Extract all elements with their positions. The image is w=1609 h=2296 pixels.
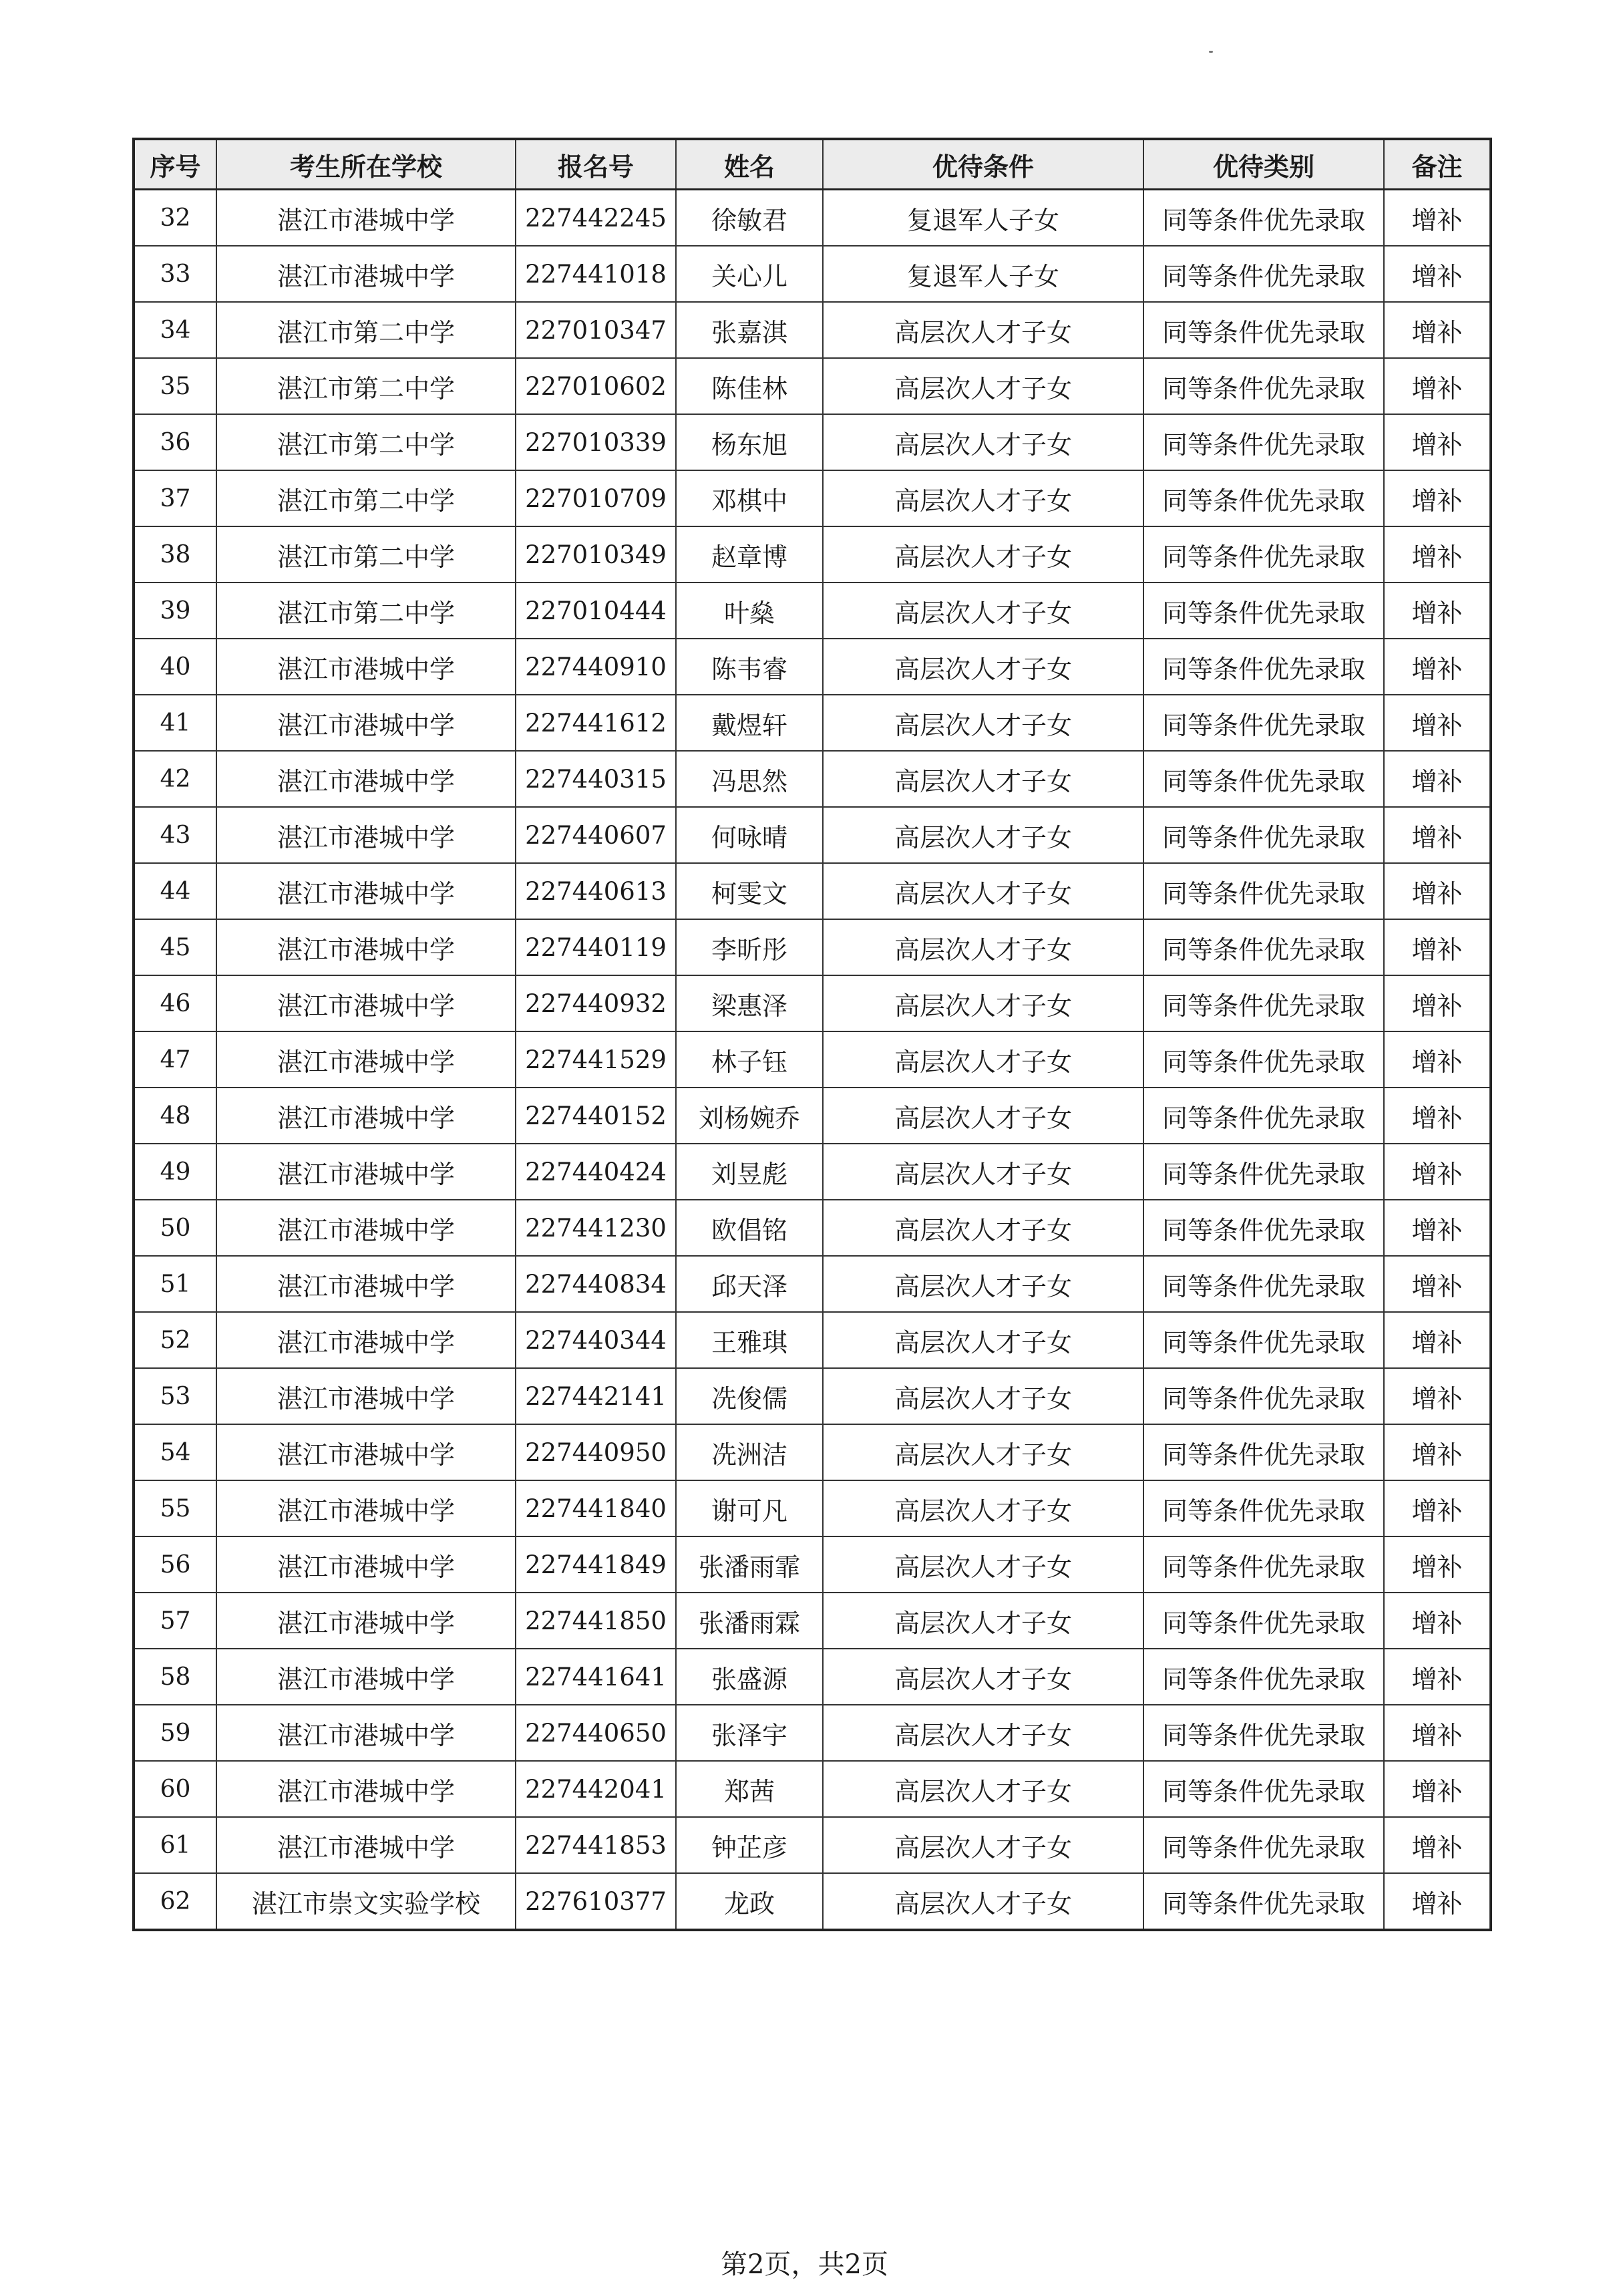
header-school: 考生所在学校 [216, 139, 516, 190]
cell-remark: 增补 [1384, 1593, 1491, 1649]
cell-remark: 增补 [1384, 1368, 1491, 1424]
table-row [134, 1144, 1491, 1200]
cell-school: 湛江市第二中学 [216, 358, 516, 414]
cell-remark: 增补 [1384, 1761, 1491, 1817]
cell-name: 王雅琪 [676, 1312, 823, 1368]
table-row [134, 358, 1491, 414]
table-row [134, 1424, 1491, 1480]
table-row [134, 639, 1491, 695]
cell-serial: 54 [134, 1424, 216, 1480]
cell-preference-condition: 高层次人才子女 [823, 1424, 1143, 1480]
cell-registration-number: 227440650 [516, 1705, 676, 1761]
cell-school: 湛江市港城中学 [216, 1424, 516, 1480]
cell-registration-number: 227440910 [516, 639, 676, 695]
cell-school: 湛江市港城中学 [216, 1200, 516, 1256]
cell-preference-condition: 高层次人才子女 [823, 302, 1143, 358]
cell-preference-condition: 高层次人才子女 [823, 639, 1143, 695]
cell-remark: 增补 [1384, 1873, 1491, 1930]
cell-preference-condition: 高层次人才子女 [823, 1873, 1143, 1930]
cell-preference-category: 同等条件优先录取 [1143, 1031, 1384, 1088]
scan-speck [1209, 51, 1213, 53]
cell-preference-condition: 高层次人才子女 [823, 1312, 1143, 1368]
cell-preference-category: 同等条件优先录取 [1143, 1480, 1384, 1536]
cell-name: 冼俊儒 [676, 1368, 823, 1424]
cell-name: 杨东旭 [676, 414, 823, 470]
cell-school: 湛江市港城中学 [216, 1817, 516, 1873]
cell-name: 陈佳林 [676, 358, 823, 414]
cell-registration-number: 227441612 [516, 695, 676, 751]
cell-preference-category: 同等条件优先录取 [1143, 526, 1384, 583]
cell-serial: 41 [134, 695, 216, 751]
cell-preference-condition: 高层次人才子女 [823, 1705, 1143, 1761]
cell-name: 欧倡铭 [676, 1200, 823, 1256]
roster-table [132, 138, 1492, 1931]
cell-preference-condition: 高层次人才子女 [823, 1536, 1143, 1593]
header-name: 姓名 [676, 139, 823, 190]
cell-preference-category: 同等条件优先录取 [1143, 246, 1384, 302]
cell-preference-condition: 高层次人才子女 [823, 1649, 1143, 1705]
cell-school: 湛江市港城中学 [216, 975, 516, 1031]
cell-preference-condition: 高层次人才子女 [823, 1593, 1143, 1649]
cell-name: 张盛源 [676, 1649, 823, 1705]
cell-registration-number: 227441230 [516, 1200, 676, 1256]
cell-preference-category: 同等条件优先录取 [1143, 1256, 1384, 1312]
cell-preference-condition: 复退军人子女 [823, 246, 1143, 302]
cell-preference-category: 同等条件优先录取 [1143, 1705, 1384, 1761]
cell-preference-condition: 高层次人才子女 [823, 1200, 1143, 1256]
cell-registration-number: 227440424 [516, 1144, 676, 1200]
cell-remark: 增补 [1384, 1705, 1491, 1761]
cell-school: 湛江市港城中学 [216, 1144, 516, 1200]
cell-name: 戴煜轩 [676, 695, 823, 751]
cell-remark: 增补 [1384, 1031, 1491, 1088]
cell-preference-condition: 高层次人才子女 [823, 526, 1143, 583]
cell-preference-category: 同等条件优先录取 [1143, 1649, 1384, 1705]
cell-serial: 60 [134, 1761, 216, 1817]
cell-preference-category: 同等条件优先录取 [1143, 1368, 1384, 1424]
cell-school: 湛江市港城中学 [216, 1705, 516, 1761]
cell-registration-number: 227441018 [516, 246, 676, 302]
cell-preference-condition: 高层次人才子女 [823, 695, 1143, 751]
cell-school: 湛江市港城中学 [216, 1088, 516, 1144]
cell-remark: 增补 [1384, 919, 1491, 975]
cell-remark: 增补 [1384, 302, 1491, 358]
cell-preference-condition: 高层次人才子女 [823, 414, 1143, 470]
cell-preference-category: 同等条件优先录取 [1143, 1873, 1384, 1930]
table-row [134, 302, 1491, 358]
table-row [134, 414, 1491, 470]
cell-preference-condition: 高层次人才子女 [823, 863, 1143, 919]
cell-serial: 40 [134, 639, 216, 695]
table-row [134, 1200, 1491, 1256]
cell-name: 张嘉淇 [676, 302, 823, 358]
cell-preference-category: 同等条件优先录取 [1143, 1817, 1384, 1873]
cell-preference-category: 同等条件优先录取 [1143, 807, 1384, 863]
cell-preference-category: 同等条件优先录取 [1143, 1593, 1384, 1649]
table-row [134, 470, 1491, 526]
cell-remark: 增补 [1384, 583, 1491, 639]
cell-name: 李昕彤 [676, 919, 823, 975]
cell-remark: 增补 [1384, 414, 1491, 470]
cell-registration-number: 227440834 [516, 1256, 676, 1312]
table-row [134, 1649, 1491, 1705]
cell-remark: 增补 [1384, 1144, 1491, 1200]
cell-school: 湛江市第二中学 [216, 470, 516, 526]
cell-serial: 59 [134, 1705, 216, 1761]
cell-remark: 增补 [1384, 1312, 1491, 1368]
cell-registration-number: 227441641 [516, 1649, 676, 1705]
cell-school: 湛江市港城中学 [216, 246, 516, 302]
table-row [134, 1312, 1491, 1368]
cell-preference-category: 同等条件优先录取 [1143, 414, 1384, 470]
cell-preference-category: 同等条件优先录取 [1143, 1200, 1384, 1256]
cell-preference-condition: 高层次人才子女 [823, 358, 1143, 414]
table-row [134, 190, 1491, 247]
cell-remark: 增补 [1384, 1649, 1491, 1705]
cell-preference-condition: 高层次人才子女 [823, 1761, 1143, 1817]
cell-remark: 增补 [1384, 1424, 1491, 1480]
table-row [134, 695, 1491, 751]
cell-registration-number: 227440613 [516, 863, 676, 919]
cell-name: 何咏晴 [676, 807, 823, 863]
cell-preference-condition: 高层次人才子女 [823, 1368, 1143, 1424]
cell-registration-number: 227440932 [516, 975, 676, 1031]
cell-serial: 32 [134, 190, 216, 247]
cell-school: 湛江市港城中学 [216, 695, 516, 751]
cell-registration-number: 227010444 [516, 583, 676, 639]
cell-preference-category: 同等条件优先录取 [1143, 583, 1384, 639]
cell-remark: 增补 [1384, 1480, 1491, 1536]
cell-preference-category: 同等条件优先录取 [1143, 1761, 1384, 1817]
cell-preference-category: 同等条件优先录取 [1143, 1144, 1384, 1200]
table-row [134, 1480, 1491, 1536]
cell-preference-category: 同等条件优先录取 [1143, 358, 1384, 414]
cell-remark: 增补 [1384, 695, 1491, 751]
cell-registration-number: 227442245 [516, 190, 676, 247]
cell-preference-category: 同等条件优先录取 [1143, 190, 1384, 247]
cell-name: 刘昱彪 [676, 1144, 823, 1200]
cell-preference-category: 同等条件优先录取 [1143, 751, 1384, 807]
cell-serial: 55 [134, 1480, 216, 1536]
cell-serial: 42 [134, 751, 216, 807]
table-row [134, 1593, 1491, 1649]
table-row [134, 1705, 1491, 1761]
table-row [134, 583, 1491, 639]
cell-remark: 增补 [1384, 358, 1491, 414]
cell-registration-number: 227441529 [516, 1031, 676, 1088]
table-row [134, 1873, 1491, 1930]
cell-school: 湛江市第二中学 [216, 302, 516, 358]
cell-school: 湛江市港城中学 [216, 190, 516, 247]
cell-remark: 增补 [1384, 470, 1491, 526]
cell-serial: 61 [134, 1817, 216, 1873]
table-row [134, 1088, 1491, 1144]
cell-registration-number: 227441850 [516, 1593, 676, 1649]
cell-school: 湛江市崇文实验学校 [216, 1873, 516, 1930]
table-row [134, 1761, 1491, 1817]
cell-remark: 增补 [1384, 1256, 1491, 1312]
cell-serial: 39 [134, 583, 216, 639]
cell-school: 湛江市港城中学 [216, 1649, 516, 1705]
cell-name: 赵章博 [676, 526, 823, 583]
cell-registration-number: 227010347 [516, 302, 676, 358]
cell-preference-condition: 高层次人才子女 [823, 583, 1143, 639]
cell-preference-category: 同等条件优先录取 [1143, 302, 1384, 358]
cell-serial: 46 [134, 975, 216, 1031]
cell-registration-number: 227010602 [516, 358, 676, 414]
cell-registration-number: 227440152 [516, 1088, 676, 1144]
table-row [134, 751, 1491, 807]
cell-serial: 33 [134, 246, 216, 302]
cell-name: 徐敏君 [676, 190, 823, 247]
cell-school: 湛江市港城中学 [216, 1593, 516, 1649]
cell-remark: 增补 [1384, 246, 1491, 302]
table-row [134, 919, 1491, 975]
table-body [134, 190, 1491, 1931]
cell-serial: 47 [134, 1031, 216, 1088]
table-row [134, 526, 1491, 583]
cell-preference-category: 同等条件优先录取 [1143, 639, 1384, 695]
cell-registration-number: 227440344 [516, 1312, 676, 1368]
table-header-row [134, 139, 1491, 190]
cell-serial: 49 [134, 1144, 216, 1200]
cell-serial: 36 [134, 414, 216, 470]
cell-preference-condition: 高层次人才子女 [823, 470, 1143, 526]
cell-remark: 增补 [1384, 190, 1491, 247]
cell-school: 湛江市港城中学 [216, 1312, 516, 1368]
cell-school: 湛江市港城中学 [216, 1368, 516, 1424]
header-registration-number: 报名号 [516, 139, 676, 190]
cell-preference-condition: 高层次人才子女 [823, 751, 1143, 807]
cell-name: 叶燊 [676, 583, 823, 639]
cell-remark: 增补 [1384, 1817, 1491, 1873]
cell-preference-category: 同等条件优先录取 [1143, 1088, 1384, 1144]
cell-serial: 37 [134, 470, 216, 526]
cell-name: 冼洲洁 [676, 1424, 823, 1480]
table-row [134, 1256, 1491, 1312]
cell-preference-category: 同等条件优先录取 [1143, 863, 1384, 919]
cell-registration-number: 227610377 [516, 1873, 676, 1930]
cell-name: 张潘雨霏 [676, 1536, 823, 1593]
cell-school: 湛江市港城中学 [216, 1536, 516, 1593]
table-row [134, 807, 1491, 863]
cell-registration-number: 227441849 [516, 1536, 676, 1593]
cell-registration-number: 227440950 [516, 1424, 676, 1480]
cell-preference-condition: 高层次人才子女 [823, 1480, 1143, 1536]
cell-name: 邱天泽 [676, 1256, 823, 1312]
cell-serial: 45 [134, 919, 216, 975]
cell-preference-condition: 高层次人才子女 [823, 975, 1143, 1031]
cell-serial: 34 [134, 302, 216, 358]
cell-school: 湛江市港城中学 [216, 639, 516, 695]
cell-school: 湛江市第二中学 [216, 414, 516, 470]
cell-remark: 增补 [1384, 807, 1491, 863]
cell-registration-number: 227440607 [516, 807, 676, 863]
cell-preference-condition: 高层次人才子女 [823, 919, 1143, 975]
cell-preference-category: 同等条件优先录取 [1143, 1424, 1384, 1480]
cell-registration-number: 227010349 [516, 526, 676, 583]
cell-school: 湛江市港城中学 [216, 807, 516, 863]
cell-remark: 增补 [1384, 1536, 1491, 1593]
cell-name: 柯雯文 [676, 863, 823, 919]
cell-preference-condition: 高层次人才子女 [823, 1088, 1143, 1144]
cell-registration-number: 227442041 [516, 1761, 676, 1817]
cell-name: 刘杨婉乔 [676, 1088, 823, 1144]
cell-name: 张泽宇 [676, 1705, 823, 1761]
cell-registration-number: 227442141 [516, 1368, 676, 1424]
table-row [134, 1817, 1491, 1873]
cell-school: 湛江市港城中学 [216, 751, 516, 807]
cell-preference-category: 同等条件优先录取 [1143, 470, 1384, 526]
cell-preference-condition: 复退军人子女 [823, 190, 1143, 247]
cell-registration-number: 227440119 [516, 919, 676, 975]
cell-name: 郑茜 [676, 1761, 823, 1817]
table-row [134, 1368, 1491, 1424]
cell-serial: 38 [134, 526, 216, 583]
cell-serial: 51 [134, 1256, 216, 1312]
cell-name: 谢可凡 [676, 1480, 823, 1536]
header-serial: 序号 [134, 139, 216, 190]
cell-school: 湛江市第二中学 [216, 526, 516, 583]
cell-name: 龙政 [676, 1873, 823, 1930]
cell-preference-condition: 高层次人才子女 [823, 807, 1143, 863]
cell-remark: 增补 [1384, 975, 1491, 1031]
cell-serial: 62 [134, 1873, 216, 1930]
cell-serial: 58 [134, 1649, 216, 1705]
cell-serial: 35 [134, 358, 216, 414]
cell-school: 湛江市港城中学 [216, 1031, 516, 1088]
cell-name: 关心儿 [676, 246, 823, 302]
cell-serial: 56 [134, 1536, 216, 1593]
cell-serial: 50 [134, 1200, 216, 1256]
cell-registration-number: 227441840 [516, 1480, 676, 1536]
cell-name: 冯思然 [676, 751, 823, 807]
cell-school: 湛江市港城中学 [216, 1256, 516, 1312]
cell-name: 钟芷彦 [676, 1817, 823, 1873]
page-number: 第2页，共2页 [721, 2249, 888, 2280]
cell-preference-category: 同等条件优先录取 [1143, 1536, 1384, 1593]
cell-school: 湛江市港城中学 [216, 1480, 516, 1536]
cell-serial: 48 [134, 1088, 216, 1144]
table-row [134, 1031, 1491, 1088]
cell-school: 湛江市港城中学 [216, 919, 516, 975]
cell-serial: 52 [134, 1312, 216, 1368]
cell-preference-category: 同等条件优先录取 [1143, 695, 1384, 751]
table-row [134, 1536, 1491, 1593]
cell-registration-number: 227440315 [516, 751, 676, 807]
cell-preference-condition: 高层次人才子女 [823, 1031, 1143, 1088]
cell-serial: 57 [134, 1593, 216, 1649]
cell-serial: 44 [134, 863, 216, 919]
cell-preference-category: 同等条件优先录取 [1143, 1312, 1384, 1368]
cell-preference-category: 同等条件优先录取 [1143, 975, 1384, 1031]
cell-remark: 增补 [1384, 1200, 1491, 1256]
table-row [134, 246, 1491, 302]
header-preference-condition: 优待条件 [823, 139, 1143, 190]
header-preference-category: 优待类别 [1143, 139, 1384, 190]
cell-remark: 增补 [1384, 1088, 1491, 1144]
cell-name: 邓棋中 [676, 470, 823, 526]
cell-preference-category: 同等条件优先录取 [1143, 919, 1384, 975]
cell-remark: 增补 [1384, 751, 1491, 807]
cell-name: 陈韦睿 [676, 639, 823, 695]
cell-serial: 53 [134, 1368, 216, 1424]
cell-name: 林子钰 [676, 1031, 823, 1088]
cell-name: 张潘雨霖 [676, 1593, 823, 1649]
table-row [134, 863, 1491, 919]
cell-remark: 增补 [1384, 526, 1491, 583]
cell-preference-condition: 高层次人才子女 [823, 1256, 1143, 1312]
cell-registration-number: 227010339 [516, 414, 676, 470]
cell-preference-condition: 高层次人才子女 [823, 1144, 1143, 1200]
cell-school: 湛江市第二中学 [216, 583, 516, 639]
cell-registration-number: 227010709 [516, 470, 676, 526]
cell-name: 梁惠泽 [676, 975, 823, 1031]
cell-school: 湛江市港城中学 [216, 863, 516, 919]
table-row [134, 975, 1491, 1031]
cell-school: 湛江市港城中学 [216, 1761, 516, 1817]
cell-serial: 43 [134, 807, 216, 863]
header-remark: 备注 [1384, 139, 1491, 190]
cell-remark: 增补 [1384, 639, 1491, 695]
cell-remark: 增补 [1384, 863, 1491, 919]
cell-registration-number: 227441853 [516, 1817, 676, 1873]
cell-preference-condition: 高层次人才子女 [823, 1817, 1143, 1873]
